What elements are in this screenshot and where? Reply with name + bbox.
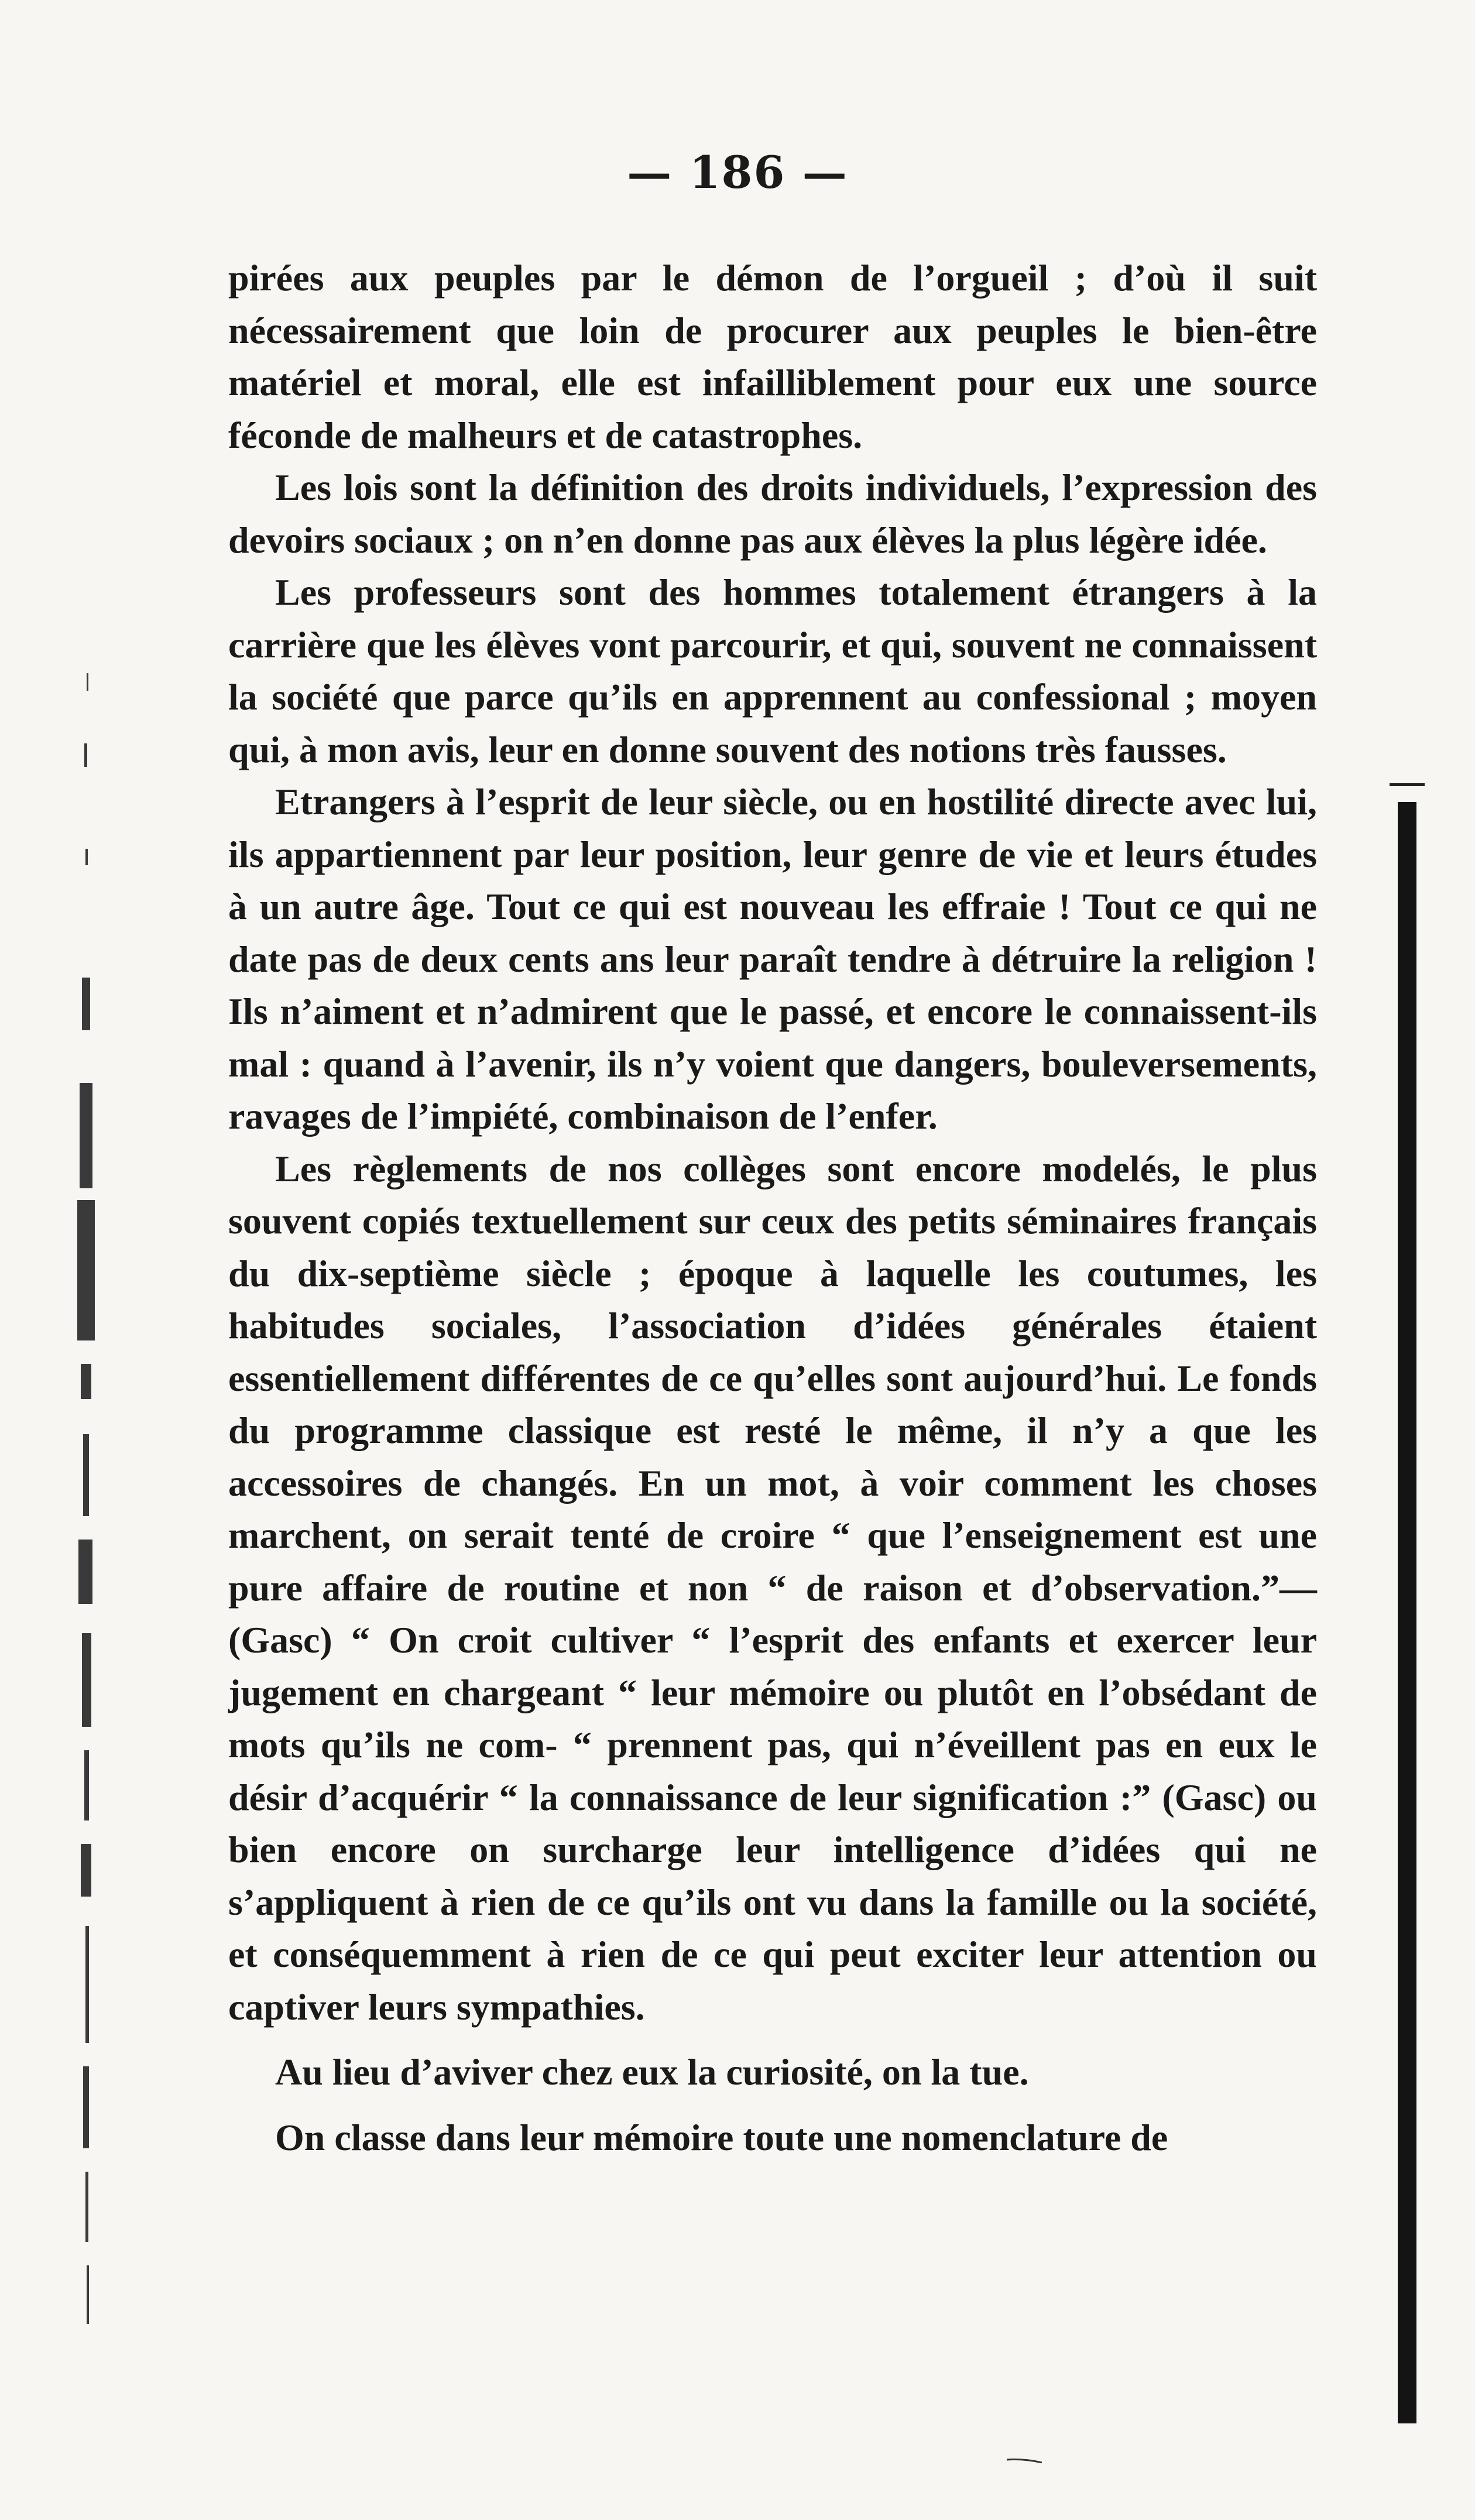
paragraph-regulations: Les règlements de nos collèges sont encore modelés, le plus souvent copiés textuellement sur ceux des petits séminaires français du dix-septième siècle ; époque à laquelle les coutumes, les habitudes sociales, l’association d’idées générales étaient essentiellement différentes de ce qu’elles sont aujourd’hui. Le fonds du programme classique est resté le même, il n’y a que les accessoires de changés. En un mot, à voir comment les choses marchent, on serait tenté de croire “ que l’enseignement est une pure affaire de routine et non “ de raison et d’observation.”—(Gasc) “ On croit cultiver “ l’esprit des enfants et exercer leur jugement en chargeant “ leur mémoire ou plutôt en l’obsédant de mots qu’ils ne com- “ prennent pas, qui n’éveillent pas en eux le désir d’acquérir “ la connaissance de leur signification :” (Gasc) ou bien encore on surcharge leur intelligence d’idées qui ne s’appliquent à rien de ce qu’ils ont vu dans la famille ou la société, et conséquemment à rien de ce qui peut exciter leur attention ou captiver leurs sympathies. bbox=[228, 1147, 1317, 2028]
paragraph-laws: Les lois sont la définition des droits individuels, l’expression des devoirs sociaux ; on n’en donne pas aux élèves la plus légère idée. bbox=[228, 467, 1317, 561]
binding-shadow-marks bbox=[70, 673, 105, 2341]
stray-mark bbox=[1007, 2459, 1042, 2463]
paragraph-curiosity: Au lieu d’aviver chez eux la curiosité, on la tue. bbox=[275, 2051, 1029, 2093]
paragraph-nomenclature: On classe dans leur mémoire toute une nomenclature de bbox=[275, 2116, 1168, 2158]
page-number: — 186 — bbox=[627, 146, 848, 198]
body-text bbox=[228, 252, 1317, 2164]
paragraph-continuation: pirées aux peuples par le démon de l’orgueil ; d’où il suit nécessairement que loin de procurer aux peuples le bien-être matériel et moral, elle est infailliblement pour eux une source féconde de malheurs et de catastrophes. bbox=[228, 257, 1317, 456]
scan-edge-tick bbox=[1390, 783, 1425, 786]
paragraph-strangers: Etrangers à l’esprit de leur siècle, ou en hostilité directe avec lui, ils appartiennent par leur position, leur genre de vie et leurs études à un autre âge. Tout ce qui est nouveau les effraie ! Tout ce qui ne date pas de deux cents ans leur paraît tendre à détruire la religion ! Ils n’aiment et n’admirent que le passé, et encore le connaissent-ils mal : quand à l’avenir, ils n’y voient que dangers, bouleversements, ravages de l’impiété, combinaison de l’enfer. bbox=[228, 781, 1317, 1137]
paragraph-professors: Les professeurs sont des hommes totalement étrangers à la carrière que les élèves vont parcourir, et qui, souvent ne connaissent la société que parce qu’ils en apprennent au confessional ; moyen qui, à mon avis, leur en donne souvent des notions très fausses. bbox=[228, 571, 1317, 770]
scan-edge-bar bbox=[1398, 802, 1416, 2423]
